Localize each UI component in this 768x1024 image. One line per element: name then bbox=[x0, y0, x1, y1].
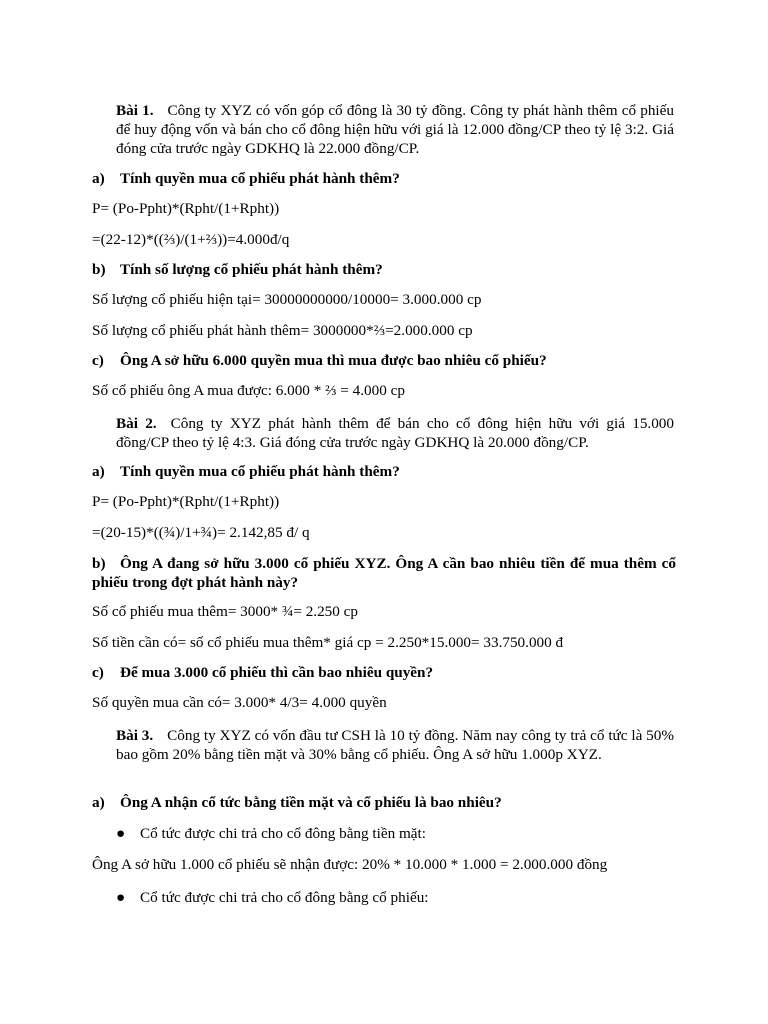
bai3-qa-label: a) bbox=[92, 794, 105, 811]
bai1-answer-b-line1: Số lượng cổ phiếu hiện tại= 30000000000/10000= 3.000.000 cp bbox=[92, 291, 482, 308]
bai2-question-a bbox=[92, 462, 676, 481]
bai1-qc-text: Ông A sở hữu 6.000 quyền mua thì mua được bao nhiêu cổ phiếu? bbox=[120, 352, 547, 369]
bai1-qb-label: b) bbox=[92, 261, 106, 278]
bai2-title: Bài 2. bbox=[116, 415, 157, 432]
bai2-intro bbox=[116, 414, 674, 452]
bai1-answer-b-line2: Số lượng cổ phiếu phát hành thêm= 3000000*⅔=2.000.000 cp bbox=[92, 322, 473, 339]
bai2-text: Công ty XYZ phát hành thêm để bán cho cổ đông hiện hữu với giá 15.000 đồng/CP theo tỷ lệ 4:3. Giá đóng cửa trước ngày GDKHQ là 20.000 đồng/CP. bbox=[116, 415, 674, 451]
bai1-qa-label: a) bbox=[92, 170, 105, 187]
bai3-bullet-cash bbox=[116, 824, 700, 843]
bai1-answer-c-line1: Số cổ phiếu ông A mua được: 6.000 * ⅔ = 4.000 cp bbox=[92, 382, 405, 399]
bai1-title: Bài 1. bbox=[116, 102, 154, 119]
bai3-qa-text: Ông A nhận cổ tức bằng tiền mặt và cổ phiếu là bao nhiêu? bbox=[120, 794, 502, 811]
bai1-answer-a-line1: P= (Po-Ppht)*(Rpht/(1+Rpht)) bbox=[92, 200, 280, 217]
bai2-answer-b-line2: Số tiền cần có= số cổ phiếu mua thêm* giá cp = 2.250*15.000= 33.750.000 đ bbox=[92, 634, 564, 651]
bai2-qa-label: a) bbox=[92, 463, 105, 480]
bai1-intro bbox=[116, 101, 674, 158]
bai2-qc-text: Để mua 3.000 cổ phiếu thì cần bao nhiêu quyền? bbox=[120, 664, 434, 681]
bai3-bullet2-text: Cổ tức được chi trả cho cổ đông bằng cổ phiếu: bbox=[140, 889, 429, 906]
bai1-qa-text: Tính quyền mua cổ phiếu phát hành thêm? bbox=[120, 170, 400, 187]
bai2-answer-c-line1: Số quyền mua cần có= 3.000* 4/3= 4.000 quyền bbox=[92, 694, 387, 711]
bai1-question-a bbox=[92, 169, 676, 188]
bai2-question-b bbox=[92, 554, 676, 592]
bai1-question-c bbox=[92, 351, 676, 370]
bai3-bullet-stock bbox=[116, 888, 700, 907]
bai3-intro bbox=[116, 726, 674, 764]
bai1-qb-text: Tính số lượng cổ phiếu phát hành thêm? bbox=[120, 261, 383, 278]
bai1-answer-a-line2: =(22-12)*((⅔)/(1+⅔))=4.000đ/q bbox=[92, 231, 290, 248]
bai3-answer-line1: Ông A sở hữu 1.000 cổ phiếu sẽ nhận được: 20% * 10.000 * 1.000 = 2.000.000 đồng bbox=[92, 856, 608, 873]
bai2-answer-b-line1: Số cổ phiếu mua thêm= 3000* ¾= 2.250 cp bbox=[92, 603, 359, 620]
bullet-dot-icon: ● bbox=[116, 825, 126, 842]
bai2-qb-text: Ông A đang sở hữu 3.000 cổ phiếu XYZ. Ông A cần bao nhiêu tiền để mua thêm cổ phiếu trong đợt phát hành này? bbox=[92, 555, 676, 591]
bai1-question-b bbox=[92, 260, 676, 279]
bai2-qa-text: Tính quyền mua cổ phiếu phát hành thêm? bbox=[120, 463, 400, 480]
bai2-question-c bbox=[92, 663, 676, 682]
bai3-bullet1-text: Cổ tức được chi trả cho cổ đông bằng tiền mặt: bbox=[140, 825, 426, 842]
bullet-dot-icon: ● bbox=[116, 889, 126, 906]
bai2-qc-label: c) bbox=[92, 664, 104, 681]
bai2-answer-a-line2: =(20-15)*((¾)/1+¾)= 2.142,85 đ/ q bbox=[92, 524, 310, 541]
bai3-question-a bbox=[92, 793, 676, 812]
bai2-answer-a-line1: P= (Po-Ppht)*(Rpht/(1+Rpht)) bbox=[92, 493, 280, 510]
bai1-qc-label: c) bbox=[92, 352, 104, 369]
bai3-text: Công ty XYZ có vốn đầu tư CSH là 10 tỷ đồng. Năm nay công ty trả cổ tức là 50% bao gồm 20% bằng tiền mặt và 30% bằng cổ phiếu. Ông A sở hữu 1.000p XYZ. bbox=[116, 727, 674, 763]
bai2-qb-label: b) bbox=[92, 555, 106, 572]
bai3-title: Bài 3. bbox=[116, 727, 154, 744]
bai1-text: Công ty XYZ có vốn góp cổ đông là 30 tỷ đồng. Công ty phát hành thêm cổ phiếu để huy động vốn và bán cho cổ đông hiện hữu với giá là 12.000 đồng/CP theo tỷ lệ 3:2. Giá đóng cửa trước ngày GDKHQ là 22.000 đồng/CP. bbox=[116, 102, 674, 157]
